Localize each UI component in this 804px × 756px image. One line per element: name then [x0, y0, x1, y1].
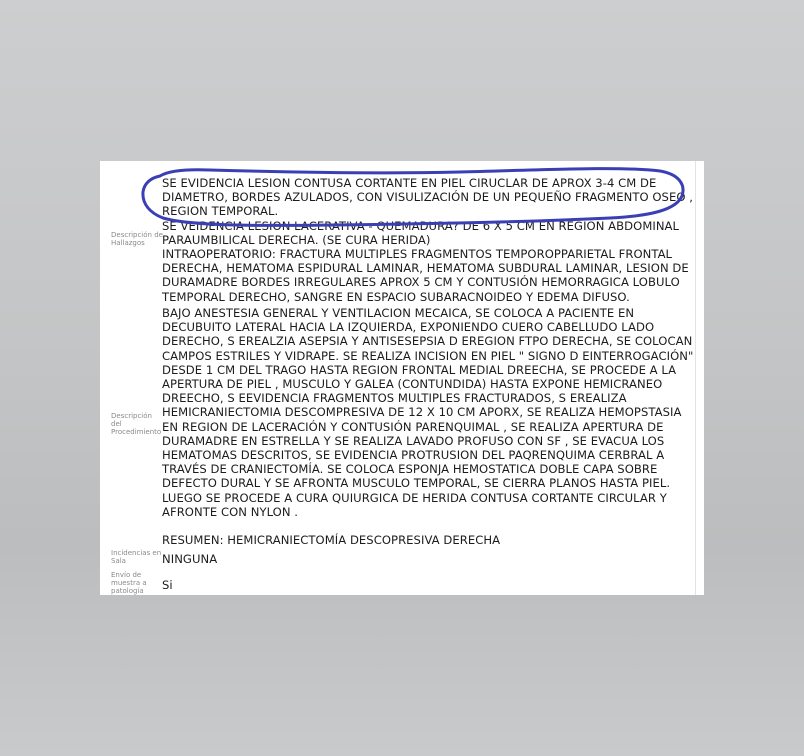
- procedimiento-label: Descripción del Procedimiento: [111, 412, 162, 436]
- hallazgo-paragraph: SE VEIDENCIA LESION LACERATIVA - QUEMADURA? DE 6 X 5 CM EN REGION ABDOMINAL PARAUMBILICAL DERECHA. (SE CURA HERIDA): [162, 218, 680, 247]
- procedimiento-resumen: RESUMEN: HEMICRANIECTOMÍA DESCOPRESIVA DERECHA: [162, 533, 501, 548]
- hallazgos-label: Descripción de Hallazgos: [111, 231, 163, 247]
- document-page: [100, 161, 704, 595]
- incidencias-value: NINGUNA: [162, 552, 218, 566]
- procedimiento-text: BAJO ANESTESIA GENERAL Y VENTILACION MECAICA, SE COLOCA A PACIENTE EN DECUBUITO LATERAL HACIA LA IZQUIERDA, EXPONIENDO CUERO CABELLUDO LADO DERECHO, S EREALZIA ASEPSIA Y ANTISESEPSIA D EREGION FTPO DERECHA, SE COLOCAN CAMPOS ESTRILES Y VIDRAPE. SE REALIZA INCISION EN PIEL " SIGNO D EINTERROGACIÓN" DESDE 1 CM DEL TRAGO HASTA REGION FRONTAL MEDIAL DREECHA, SE PROCEDE A LA APERTURA DE PIEL , MUSCULO Y GALEA (CONTUNDIDA) HASTA EXPONE HEMICRANEO DREECHO, S EEVIDENCIA FRAGMENTOS MULTIPLES FRACTURADOS, S EREALIZA HEMICRANIECTOMIA DESCOMPRESIVA DE 12 X 10 CM APORX, SE REALIZA HEMOPSTASIA EN REGION DE LACERACIÓN Y CONTUSIÓN PARENQUIMAL , SE REALIZA APERTURA DE DURAMADRE EN ESTRELLA Y SE REALIZA LAVADO PROFUSO CON SF , SE EVACUA LOS HEMATOMAS DESCRITOS, SE EVIDENCIA PROTRUSION DEL PAQRENQUIMA CERBRAL A TRAVÉS DE CRANIECTOMÍA. SE COLOCA ESPONJA HEMOSTATICA DOBLE CAPA SOBRE DEFECTO DURAL Y SE AFRONTA MUSCULO TEMPORAL, SE CIERRA PLANOS HASTA PIEL. LUEGO SE PROCEDE A CURA QUIURGICA DE HERIDA CONTUSA CORTANTE CIRCULAR Y AFRONTE CON NYLON .: [162, 306, 694, 519]
- hallazgos-value: [162, 176, 698, 304]
- procedimiento-value: [162, 306, 698, 547]
- hallazgo-paragraph: INTRAOPERATORIO: FRACTURA MULTIPLES FRAGMENTOS TEMPOROPPARIETAL FRONTAL DERECHA, HEMATOMA ESPIDURAL LAMINAR, HEMATOMA SUBDURAL LAMINAR, LESION DE DURAMADRE BORDES IRREGULARES APROX 5 CM Y CONTUSIÓN HEMORRAGICA LOBULO TEMPORAL DERECHO, SANGRE EN ESPACIO SUBARACNOIDEO Y EDEMA DIFUSO.: [162, 247, 689, 304]
- envio-value: Si: [162, 578, 173, 592]
- hallazgo-paragraph: SE EVIDENCIA LESION CONTUSA CORTANTE EN PIEL CIRUCLAR DE APROX 3-4 CM DE DIAMETRO, BORDES AZULADOS, CON VISULIZACIÓN DE UN PEQUEÑO FRAGMENTO OSEO , REGION TEMPORAL.: [162, 176, 693, 219]
- incidencias-label: Incidencias en Sala: [111, 549, 162, 565]
- envio-label: Envío de muestra a patología: [111, 571, 147, 595]
